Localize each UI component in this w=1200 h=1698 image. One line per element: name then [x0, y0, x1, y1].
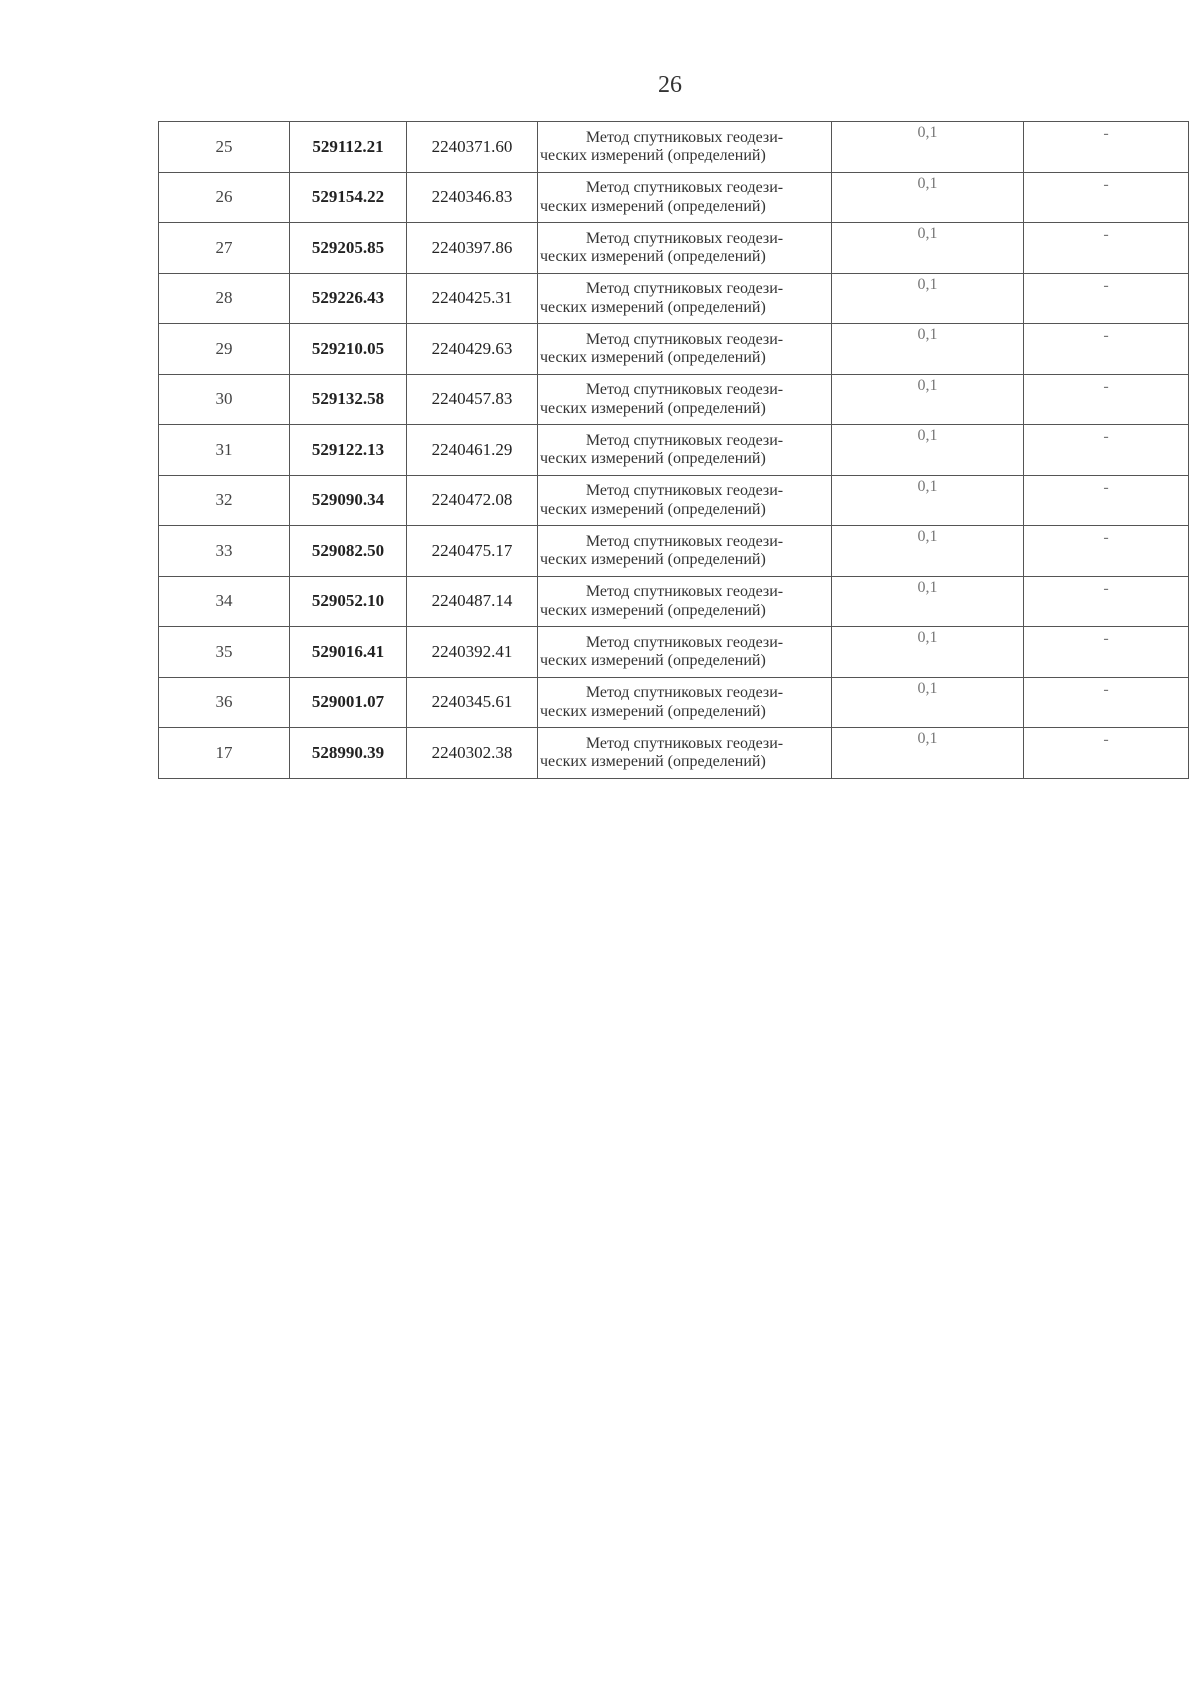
description-cell: - [1024, 627, 1189, 678]
accuracy-cell: 0,1 [832, 172, 1024, 223]
point-number-cell: 29 [159, 324, 290, 375]
table-row [159, 324, 1189, 375]
coordinate-y-cell: 2240302.38 [407, 728, 538, 779]
coordinate-y-cell: 2240345.61 [407, 677, 538, 728]
description-cell: - [1024, 172, 1189, 223]
method-text-line2: ческих измерений (определений) [540, 652, 766, 670]
point-number-cell: 32 [159, 475, 290, 526]
method-text-line1: Метод спутниковых геодези- [585, 128, 784, 146]
method-text-line2: ческих измерений (определений) [540, 500, 766, 518]
point-number-cell: 33 [159, 526, 290, 577]
accuracy-cell: 0,1 [832, 122, 1024, 173]
method-text-line1: Метод спутниковых геодези- [585, 280, 784, 298]
description-cell: - [1024, 223, 1189, 274]
method-cell [538, 324, 832, 375]
method-text-line2: ческих измерений (определений) [540, 248, 766, 266]
table-row [159, 627, 1189, 678]
page-number: 26 [658, 72, 682, 98]
accuracy-cell: 0,1 [832, 273, 1024, 324]
point-number-cell: 31 [159, 425, 290, 476]
point-number-cell: 25 [159, 122, 290, 173]
table-row [159, 677, 1189, 728]
method-cell [538, 728, 832, 779]
accuracy-cell: 0,1 [832, 728, 1024, 779]
method-text-line2: ческих измерений (определений) [540, 197, 766, 215]
method-text-line2: ческих измерений (определений) [540, 601, 766, 619]
method-text-line1: Метод спутниковых геодези- [585, 431, 784, 449]
coordinate-x-cell: 529052.10 [290, 576, 407, 627]
coordinate-y-cell: 2240371.60 [407, 122, 538, 173]
coordinate-x-cell: 529210.05 [290, 324, 407, 375]
method-text-line1: Метод спутниковых геодези- [585, 179, 784, 197]
accuracy-cell: 0,1 [832, 223, 1024, 274]
point-number-cell: 34 [159, 576, 290, 627]
point-number-cell: 30 [159, 374, 290, 425]
description-cell: - [1024, 475, 1189, 526]
coordinate-x-cell: 529132.58 [290, 374, 407, 425]
coordinate-y-cell: 2240487.14 [407, 576, 538, 627]
method-text-line2: ческих измерений (определений) [540, 753, 766, 771]
method-cell [538, 273, 832, 324]
table-row [159, 526, 1189, 577]
method-text-line2: ческих измерений (определений) [540, 147, 766, 165]
coordinate-x-cell: 529122.13 [290, 425, 407, 476]
point-number-cell: 27 [159, 223, 290, 274]
coordinate-y-cell: 2240392.41 [407, 627, 538, 678]
point-number-cell: 35 [159, 627, 290, 678]
table-row [159, 172, 1189, 223]
method-cell [538, 122, 832, 173]
method-text-line2: ческих измерений (определений) [540, 298, 766, 316]
description-cell: - [1024, 526, 1189, 577]
coordinate-x-cell: 529154.22 [290, 172, 407, 223]
method-text-line1: Метод спутниковых геодези- [585, 583, 784, 601]
method-text-line2: ческих измерений (определений) [540, 450, 766, 468]
method-cell [538, 374, 832, 425]
accuracy-cell: 0,1 [832, 475, 1024, 526]
table-row [159, 223, 1189, 274]
coordinate-y-cell: 2240461.29 [407, 425, 538, 476]
accuracy-cell: 0,1 [832, 576, 1024, 627]
coordinate-x-cell: 529090.34 [290, 475, 407, 526]
method-text-line1: Метод спутниковых геодези- [585, 734, 784, 752]
description-cell: - [1024, 576, 1189, 627]
coordinate-x-cell: 529016.41 [290, 627, 407, 678]
accuracy-cell: 0,1 [832, 677, 1024, 728]
coordinate-y-cell: 2240472.08 [407, 475, 538, 526]
description-cell: - [1024, 374, 1189, 425]
accuracy-cell: 0,1 [832, 425, 1024, 476]
method-cell [538, 475, 832, 526]
table-row [159, 425, 1189, 476]
method-cell [538, 627, 832, 678]
method-text-line1: Метод спутниковых геодези- [585, 229, 784, 247]
coordinate-y-cell: 2240346.83 [407, 172, 538, 223]
description-cell: - [1024, 425, 1189, 476]
table-row [159, 728, 1189, 779]
method-text-line1: Метод спутниковых геодези- [585, 381, 784, 399]
method-text-line1: Метод спутниковых геодези- [585, 684, 784, 702]
table-row [159, 475, 1189, 526]
method-cell [538, 172, 832, 223]
coordinate-y-cell: 2240429.63 [407, 324, 538, 375]
description-cell: - [1024, 324, 1189, 375]
coordinate-y-cell: 2240457.83 [407, 374, 538, 425]
method-text-line2: ческих измерений (определений) [540, 702, 766, 720]
coordinate-x-cell: 529112.21 [290, 122, 407, 173]
accuracy-cell: 0,1 [832, 627, 1024, 678]
method-cell [538, 425, 832, 476]
coordinate-x-cell: 529205.85 [290, 223, 407, 274]
table-row [159, 273, 1189, 324]
point-number-cell: 36 [159, 677, 290, 728]
coordinate-x-cell: 529082.50 [290, 526, 407, 577]
method-text-line1: Метод спутниковых геодези- [585, 633, 784, 651]
method-text-line1: Метод спутниковых геодези- [585, 330, 784, 348]
point-number-cell: 17 [159, 728, 290, 779]
accuracy-cell: 0,1 [832, 324, 1024, 375]
coordinate-x-cell: 529001.07 [290, 677, 407, 728]
description-cell: - [1024, 728, 1189, 779]
method-cell [538, 526, 832, 577]
coordinates-table [158, 121, 1189, 779]
method-cell [538, 576, 832, 627]
method-text-line2: ческих измерений (определений) [540, 551, 766, 569]
method-text-line1: Метод спутниковых геодези- [585, 482, 784, 500]
coordinate-y-cell: 2240475.17 [407, 526, 538, 577]
method-text-line1: Метод спутниковых геодези- [585, 532, 784, 550]
description-cell: - [1024, 273, 1189, 324]
coordinate-y-cell: 2240425.31 [407, 273, 538, 324]
accuracy-cell: 0,1 [832, 374, 1024, 425]
table-row [159, 122, 1189, 173]
table-row [159, 374, 1189, 425]
accuracy-cell: 0,1 [832, 526, 1024, 577]
coordinate-x-cell: 528990.39 [290, 728, 407, 779]
table-row [159, 576, 1189, 627]
method-text-line2: ческих измерений (определений) [540, 349, 766, 367]
coordinate-y-cell: 2240397.86 [407, 223, 538, 274]
description-cell: - [1024, 677, 1189, 728]
point-number-cell: 28 [159, 273, 290, 324]
method-text-line2: ческих измерений (определений) [540, 399, 766, 417]
point-number-cell: 26 [159, 172, 290, 223]
coordinate-x-cell: 529226.43 [290, 273, 407, 324]
coordinates-table-body [159, 122, 1189, 779]
method-cell [538, 677, 832, 728]
method-cell [538, 223, 832, 274]
description-cell: - [1024, 122, 1189, 173]
